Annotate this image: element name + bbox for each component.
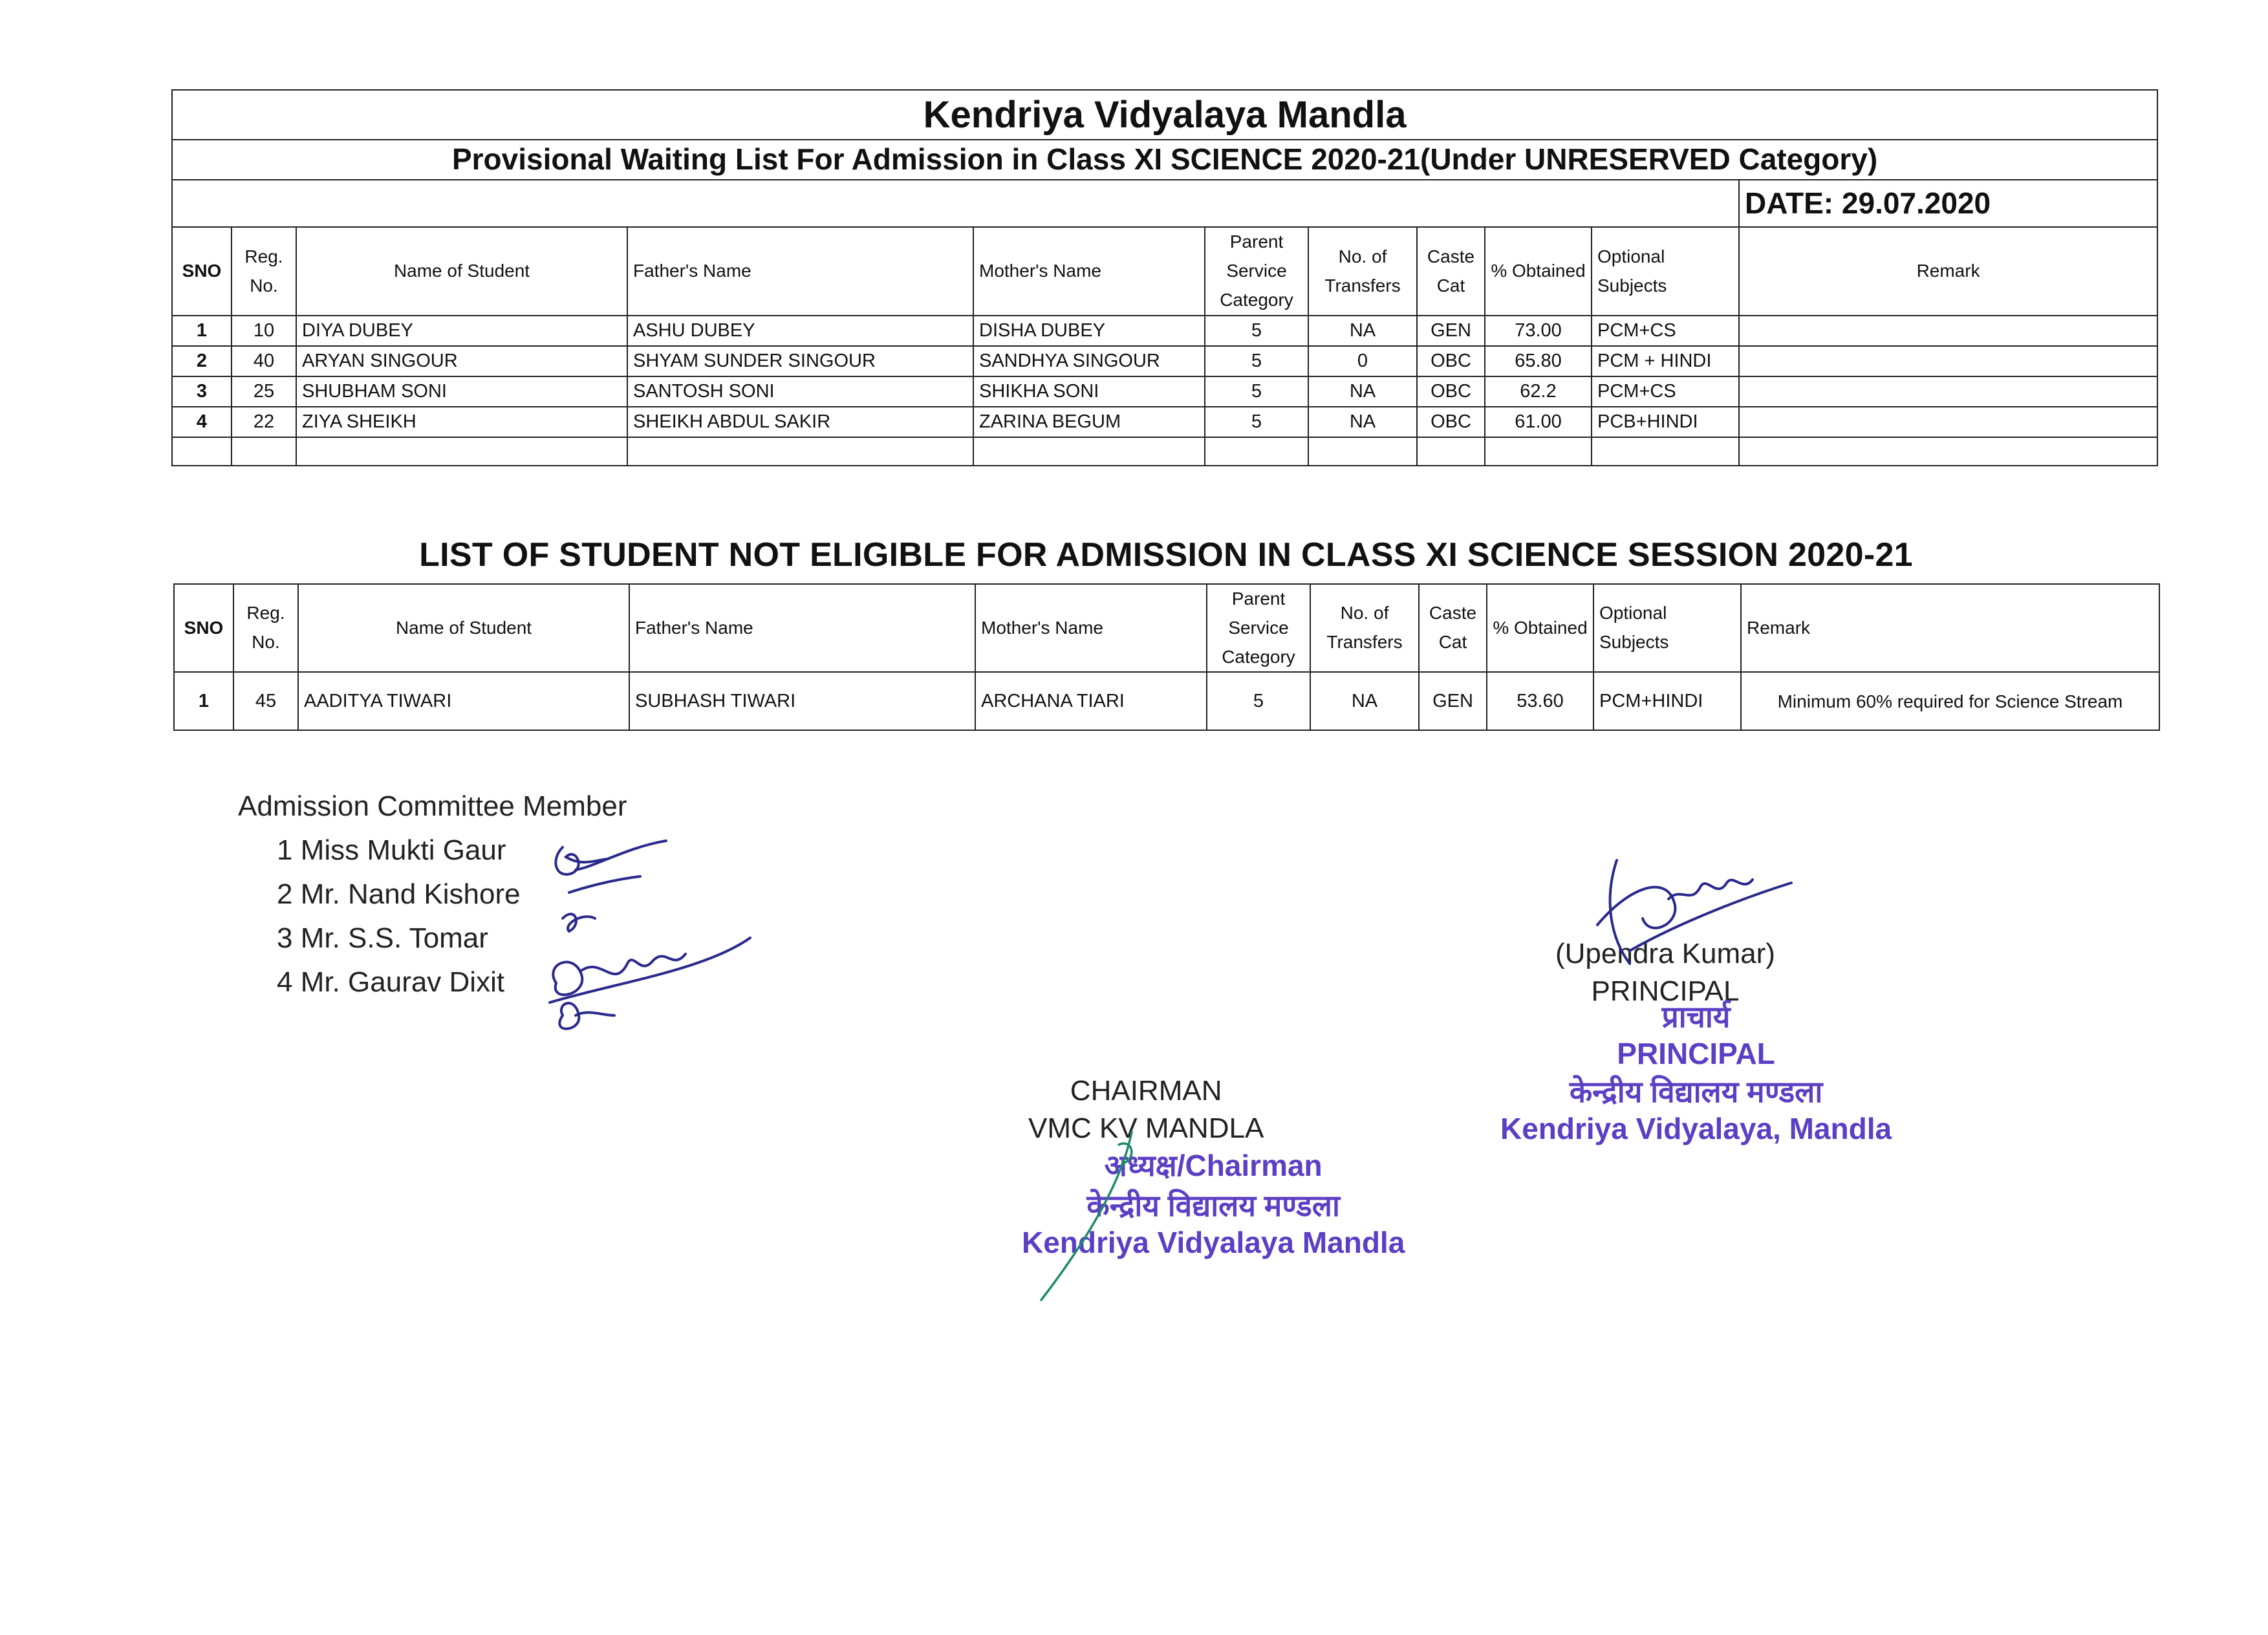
chairman-signature [1035,1125,1164,1306]
stamp-line: अध्यक्ष/Chairman [1104,1149,1323,1182]
waiting-list-title: Provisional Waiting List For Admission in Class XI SCIENCE 2020-21(Under UNRESERVED Category) [172,140,2157,180]
empty-row [172,437,2157,466]
stamp-line: प्राचार्य [1661,1000,1731,1034]
stamp-line: केन्द्रीय विद्यालय मण्डला [1086,1189,1340,1222]
cell-remark [1739,376,2157,407]
cell-optional: PCM+CS [1592,376,1739,407]
committee-signatures [537,821,770,1041]
cell-transfers: NA [1308,376,1417,407]
cell-percent: 65.80 [1485,346,1592,376]
cell-reg: 22 [232,407,296,437]
header-reg-no: Reg. No. [233,584,298,672]
table-row [172,407,2157,437]
header-sno: SNO [174,584,233,672]
cell-mother: ZARINA BEGUM [973,407,1205,437]
header-sno: SNO [172,227,232,315]
header-parent-service: Parent Service Category [1207,584,1310,672]
cell-percent: 73.00 [1485,316,1592,346]
cell-reg: 45 [233,672,298,730]
table-header-row [172,227,2157,315]
cell-caste: GEN [1417,316,1485,346]
table-row [172,316,2157,346]
cell-mother: SANDHYA SINGOUR [973,346,1205,376]
cell-sno: 4 [172,407,232,437]
cell-father: SHEIKH ABDUL SAKIR [627,407,973,437]
committee-member: 3 Mr. S.S. Tomar [277,922,488,954]
cell-caste: OBC [1417,407,1485,437]
cell-caste: OBC [1417,376,1485,407]
cell-optional: PCM + HINDI [1592,346,1739,376]
list-date: DATE: 29.07.2020 [1739,180,2157,227]
school-name: Kendriya Vidyalaya Mandla [172,90,2157,140]
table-row [174,672,2159,730]
stamp-line: Kendriya Vidyalaya, Mandla [1500,1112,1892,1145]
cell-name: AADITYA TIWARI [298,672,629,730]
date-spacer [172,180,1739,227]
committee-member: 2 Mr. Nand Kishore [277,878,521,910]
cell-reg: 25 [232,376,296,407]
header-student-name: Name of Student [298,584,629,672]
cell-optional: PCM+CS [1592,316,1739,346]
cell-remark [1739,346,2157,376]
cell-father: SANTOSH SONI [627,376,973,407]
header-mother-name: Mother's Name [973,227,1205,315]
cell-name: ARYAN SINGOUR [296,346,627,376]
cell-sno: 3 [172,376,232,407]
stamp-line: केन्द्रीय विद्यालय मण्डला [1569,1075,1823,1109]
chairman-title: CHAIRMAN [1070,1075,1222,1107]
header-optional: Optional Subjects [1593,584,1741,672]
cell-parent: 5 [1205,316,1308,346]
chairman-org: VMC KV MANDLA [1028,1112,1264,1144]
cell-optional: PCM+HINDI [1593,672,1741,730]
committee-heading: Admission Committee Member [238,790,627,822]
cell-father: ASHU DUBEY [627,316,973,346]
cell-sno: 1 [174,672,233,730]
header-transfers: No. of Transfers [1308,227,1417,315]
table-row [172,376,2157,407]
principal-stamp [1500,996,1892,1146]
cell-transfers: 0 [1308,346,1417,376]
cell-remark: Minimum 60% required for Science Stream [1741,672,2159,730]
cell-name: DIYA DUBEY [296,316,627,346]
cell-percent: 61.00 [1485,407,1592,437]
header-caste: Caste Cat [1419,584,1487,672]
committee-member: 1 Miss Mukti Gaur [277,834,506,866]
cell-caste: GEN [1419,672,1487,730]
cell-optional: PCB+HINDI [1592,407,1739,437]
header-remark: Remark [1741,584,2159,672]
cell-name: SHUBHAM SONI [296,376,627,407]
committee-member: 4 Mr. Gaurav Dixit [277,966,505,998]
header-optional: Optional Subjects [1592,227,1739,315]
cell-mother: SHIKHA SONI [973,376,1205,407]
principal-name: (Upendra Kumar) [1555,938,1775,969]
header-father-name: Father's Name [627,227,973,315]
cell-father: SHYAM SUNDER SINGOUR [627,346,973,376]
cell-father: SUBHASH TIWARI [629,672,975,730]
principal-title: PRINCIPAL [1591,975,1740,1007]
cell-percent: 53.60 [1487,672,1593,730]
header-percent: % Obtained [1487,584,1593,672]
header-mother-name: Mother's Name [975,584,1207,672]
header-caste: Caste Cat [1417,227,1485,315]
not-eligible-title: LIST OF STUDENT NOT ELIGIBLE FOR ADMISSION IN CLASS XI SCIENCE SESSION 2020-21 [419,536,1913,574]
cell-reg: 40 [232,346,296,376]
principal-signature [1578,847,1811,977]
cell-sno: 1 [172,316,232,346]
header-remark: Remark [1739,227,2157,315]
cell-mother: DISHA DUBEY [973,316,1205,346]
header-father-name: Father's Name [629,584,975,672]
cell-parent: 5 [1205,346,1308,376]
stamp-line: Kendriya Vidyalaya Mandla [1022,1226,1405,1259]
cell-parent: 5 [1205,407,1308,437]
header-percent: % Obtained [1485,227,1592,315]
waiting-list-table [171,89,2158,466]
cell-transfers: NA [1308,316,1417,346]
cell-sno: 2 [172,346,232,376]
cell-name: ZIYA SHEIKH [296,407,627,437]
cell-transfers: NA [1310,672,1419,730]
cell-reg: 10 [232,316,296,346]
header-student-name: Name of Student [296,227,627,315]
cell-transfers: NA [1308,407,1417,437]
cell-remark [1739,316,2157,346]
not-eligible-table [173,583,2160,731]
header-transfers: No. of Transfers [1310,584,1419,672]
table-row [172,346,2157,376]
cell-remark [1739,407,2157,437]
cell-percent: 62.2 [1485,376,1592,407]
cell-parent: 5 [1205,376,1308,407]
header-parent-service: Parent Service Category [1205,227,1308,315]
cell-caste: OBC [1417,346,1485,376]
table-header-row [174,584,2159,672]
cell-parent: 5 [1207,672,1310,730]
cell-mother: ARCHANA TIARI [975,672,1207,730]
stamp-line: PRINCIPAL [1617,1037,1775,1070]
header-reg-no: Reg. No. [232,227,296,315]
